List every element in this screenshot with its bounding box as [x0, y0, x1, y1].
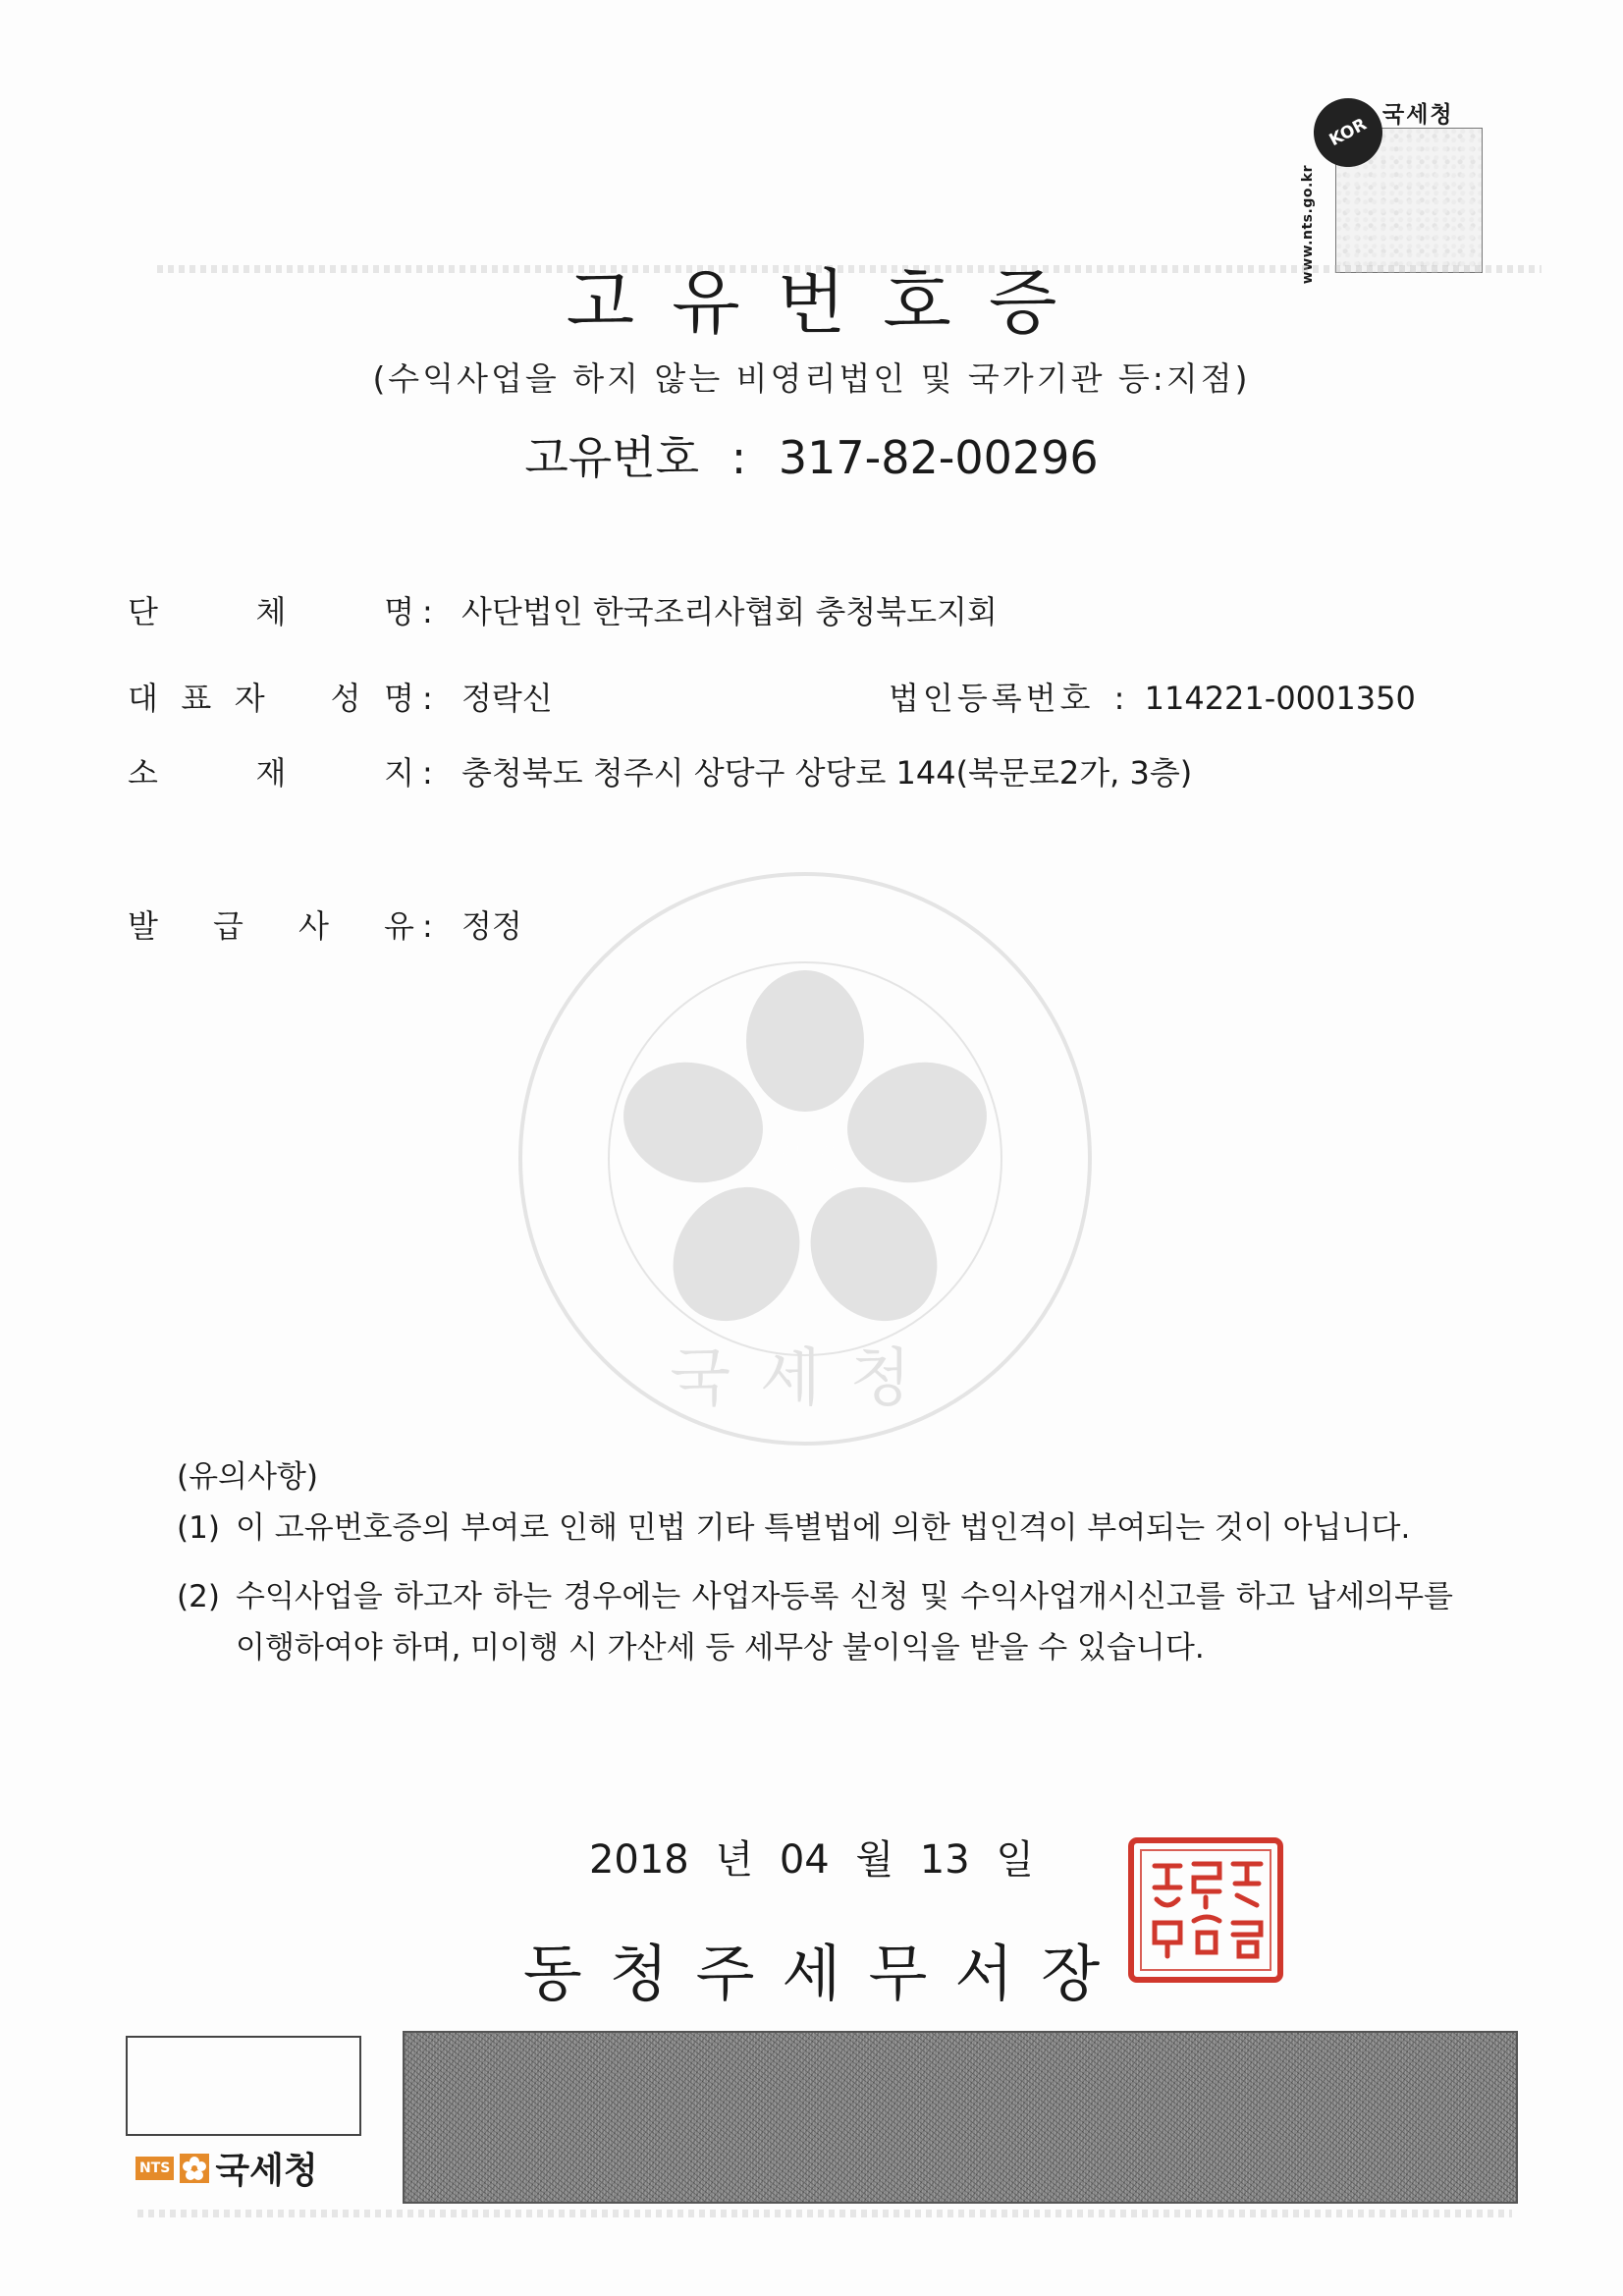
- field-value-corp-registration: 114221-0001350: [1144, 680, 1416, 717]
- field-label-location: [128, 748, 422, 793]
- id-number-value: 317-82-00296: [778, 431, 1099, 484]
- field-colon: :: [422, 593, 433, 630]
- field-label-issue-reason: [128, 902, 422, 947]
- label-char: 체: [255, 593, 287, 630]
- id-number-label: 고유번호: [524, 431, 700, 484]
- issue-month: 04: [779, 1837, 830, 1883]
- note-text: 이 고유번호증의 부여로 인해 민법 기타 특별법에 의한 법인격이 부여되는 것이 아닙니다.: [236, 1510, 1411, 1546]
- field-colon: :: [422, 754, 433, 792]
- note-item: [177, 1571, 1453, 1673]
- label-char: 자: [234, 680, 265, 717]
- label-char: 급: [213, 907, 243, 945]
- kor-badge-text: KOR: [1325, 114, 1371, 151]
- issue-day-unit: 일: [996, 1837, 1035, 1883]
- document-title: 고유번호증: [566, 261, 1095, 344]
- official-seal-stamp: [1127, 1836, 1284, 1984]
- notes-heading: (유의사항): [177, 1459, 318, 1495]
- id-number-line: [0, 422, 1623, 487]
- notes-section: [177, 1451, 1453, 1673]
- footer-nts-chip: NTS: [135, 2157, 174, 2180]
- label-char: 명: [384, 680, 414, 717]
- document-subtitle: (수익사업을 하지 않는 비영리법인 및 국가기관 등:지점): [372, 359, 1251, 398]
- label-char: 성: [330, 680, 361, 717]
- field-label-organization: [128, 587, 422, 632]
- footer-flower-icon: [180, 2154, 209, 2183]
- field-value-issue-reason: 정정: [461, 907, 522, 945]
- field-colon: :: [422, 680, 433, 717]
- issuer-name: 동청주세무서장: [522, 1938, 1128, 2009]
- field-label-representative: [128, 674, 422, 719]
- label-char: 지: [384, 754, 414, 792]
- footer-blank-box: [126, 2036, 361, 2136]
- field-colon: :: [422, 907, 433, 945]
- field-colon: :: [1113, 680, 1125, 717]
- watermark-bottom-text: 국세청: [670, 1342, 941, 1415]
- id-number-separator: :: [730, 431, 747, 484]
- field-row-organization: [128, 587, 998, 632]
- label-char: 사: [298, 907, 329, 945]
- security-pattern-box: [403, 2031, 1518, 2204]
- field-value-representative: 정락신: [461, 680, 553, 717]
- note-number: (1): [177, 1510, 220, 1546]
- label-char: 유: [384, 907, 414, 945]
- field-value-organization: 사단법인 한국조리사협회 충청북도지회: [461, 593, 998, 630]
- header-url: www.nts.go.kr: [1300, 165, 1316, 285]
- issue-day: 13: [919, 1837, 970, 1883]
- label-char: 소: [128, 754, 158, 792]
- field-row-issue-reason: [128, 902, 522, 947]
- field-corp-registration: [889, 674, 1416, 719]
- header-agency-label: 국세청: [1382, 102, 1454, 128]
- field-value-location: 충청북도 청주시 상당구 상당로 144(북문로2가, 3층): [461, 754, 1193, 792]
- issue-year-unit: 년: [715, 1837, 754, 1883]
- issue-year: 2018: [588, 1837, 689, 1883]
- note-number: (2): [177, 1579, 220, 1614]
- issue-date: [0, 1829, 1623, 1885]
- label-char: 표: [181, 680, 212, 717]
- field-row-location: [128, 748, 1192, 793]
- label-char: 발: [128, 907, 158, 945]
- label-char: 재: [255, 754, 287, 792]
- label-char: 대: [128, 680, 158, 717]
- label-char: 명: [384, 593, 414, 630]
- label-char: 단: [128, 593, 158, 630]
- note-item: [177, 1503, 1453, 1554]
- issue-month-unit: 월: [855, 1837, 894, 1883]
- note-text: 수익사업을 하고자 하는 경우에는 사업자등록 신청 및 수익사업개시신고를 하고 납세의무를 이행하여야 하며, 미이행 시 가산세 등 세무상 불이익을 받을 수 있습니다.: [236, 1579, 1453, 1666]
- field-label-corp-registration: 법인등록번호: [889, 680, 1095, 717]
- footer-logo: [135, 2143, 318, 2193]
- footer-agency-label: 국세청: [215, 2151, 318, 2191]
- field-row-representative: [128, 674, 553, 719]
- watermark-center-text: NTS: [770, 1138, 840, 1179]
- nts-watermark-seal: [511, 864, 1100, 1453]
- guilloche-band-bottom: [137, 2210, 1512, 2217]
